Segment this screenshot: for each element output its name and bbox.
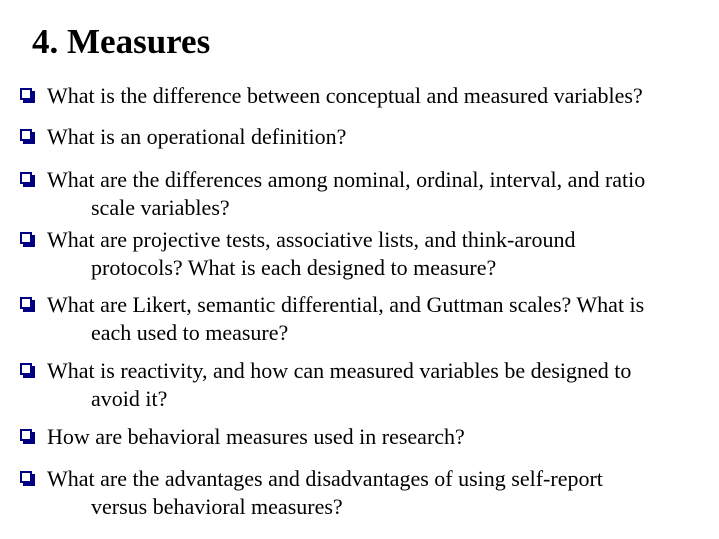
bullet-square-icon — [20, 88, 32, 100]
slide-title: 4. Measures — [32, 22, 211, 61]
bullet-text — [47, 123, 715, 151]
bullet-line: What is the difference between conceptual and measured variables? — [47, 83, 643, 108]
bullet-line-continuation: scale variables? — [91, 195, 230, 220]
bullet-line: What is reactivity, and how can measured variables be designed to — [47, 358, 632, 383]
bullet-square-icon — [20, 232, 32, 244]
bullet-square-icon — [20, 363, 32, 375]
bullet-line: What are the differences among nominal, ordinal, interval, and ratio — [47, 167, 646, 192]
bullet-square-icon — [20, 471, 32, 483]
bullet-square-icon — [20, 297, 32, 309]
bullet-text — [47, 226, 715, 282]
bullet-text — [47, 82, 715, 110]
bullet-text — [47, 465, 715, 521]
bullet-square-icon — [20, 429, 32, 441]
bullet-text — [47, 166, 715, 222]
bullet-line-continuation: versus behavioral measures? — [91, 494, 343, 519]
bullet-line: What are Likert, semantic differential, and Guttman scales? What is — [47, 292, 645, 317]
bullet-line: What are the advantages and disadvantages of using self-report — [47, 466, 603, 491]
bullet-line: What is an operational definition? — [47, 124, 347, 149]
bullet-square-icon — [20, 172, 32, 184]
bullet-text — [47, 423, 715, 451]
bullet-line: How are behavioral measures used in research? — [47, 424, 465, 449]
bullet-line-continuation: protocols? What is each designed to measure? — [91, 255, 497, 280]
bullet-line-continuation: each used to measure? — [91, 320, 289, 345]
bullet-line: What are projective tests, associative lists, and think-around — [47, 227, 576, 252]
bullet-line-continuation: avoid it? — [91, 386, 168, 411]
bullet-text — [47, 291, 715, 347]
bullet-text — [47, 357, 715, 413]
bullet-square-icon — [20, 129, 32, 141]
